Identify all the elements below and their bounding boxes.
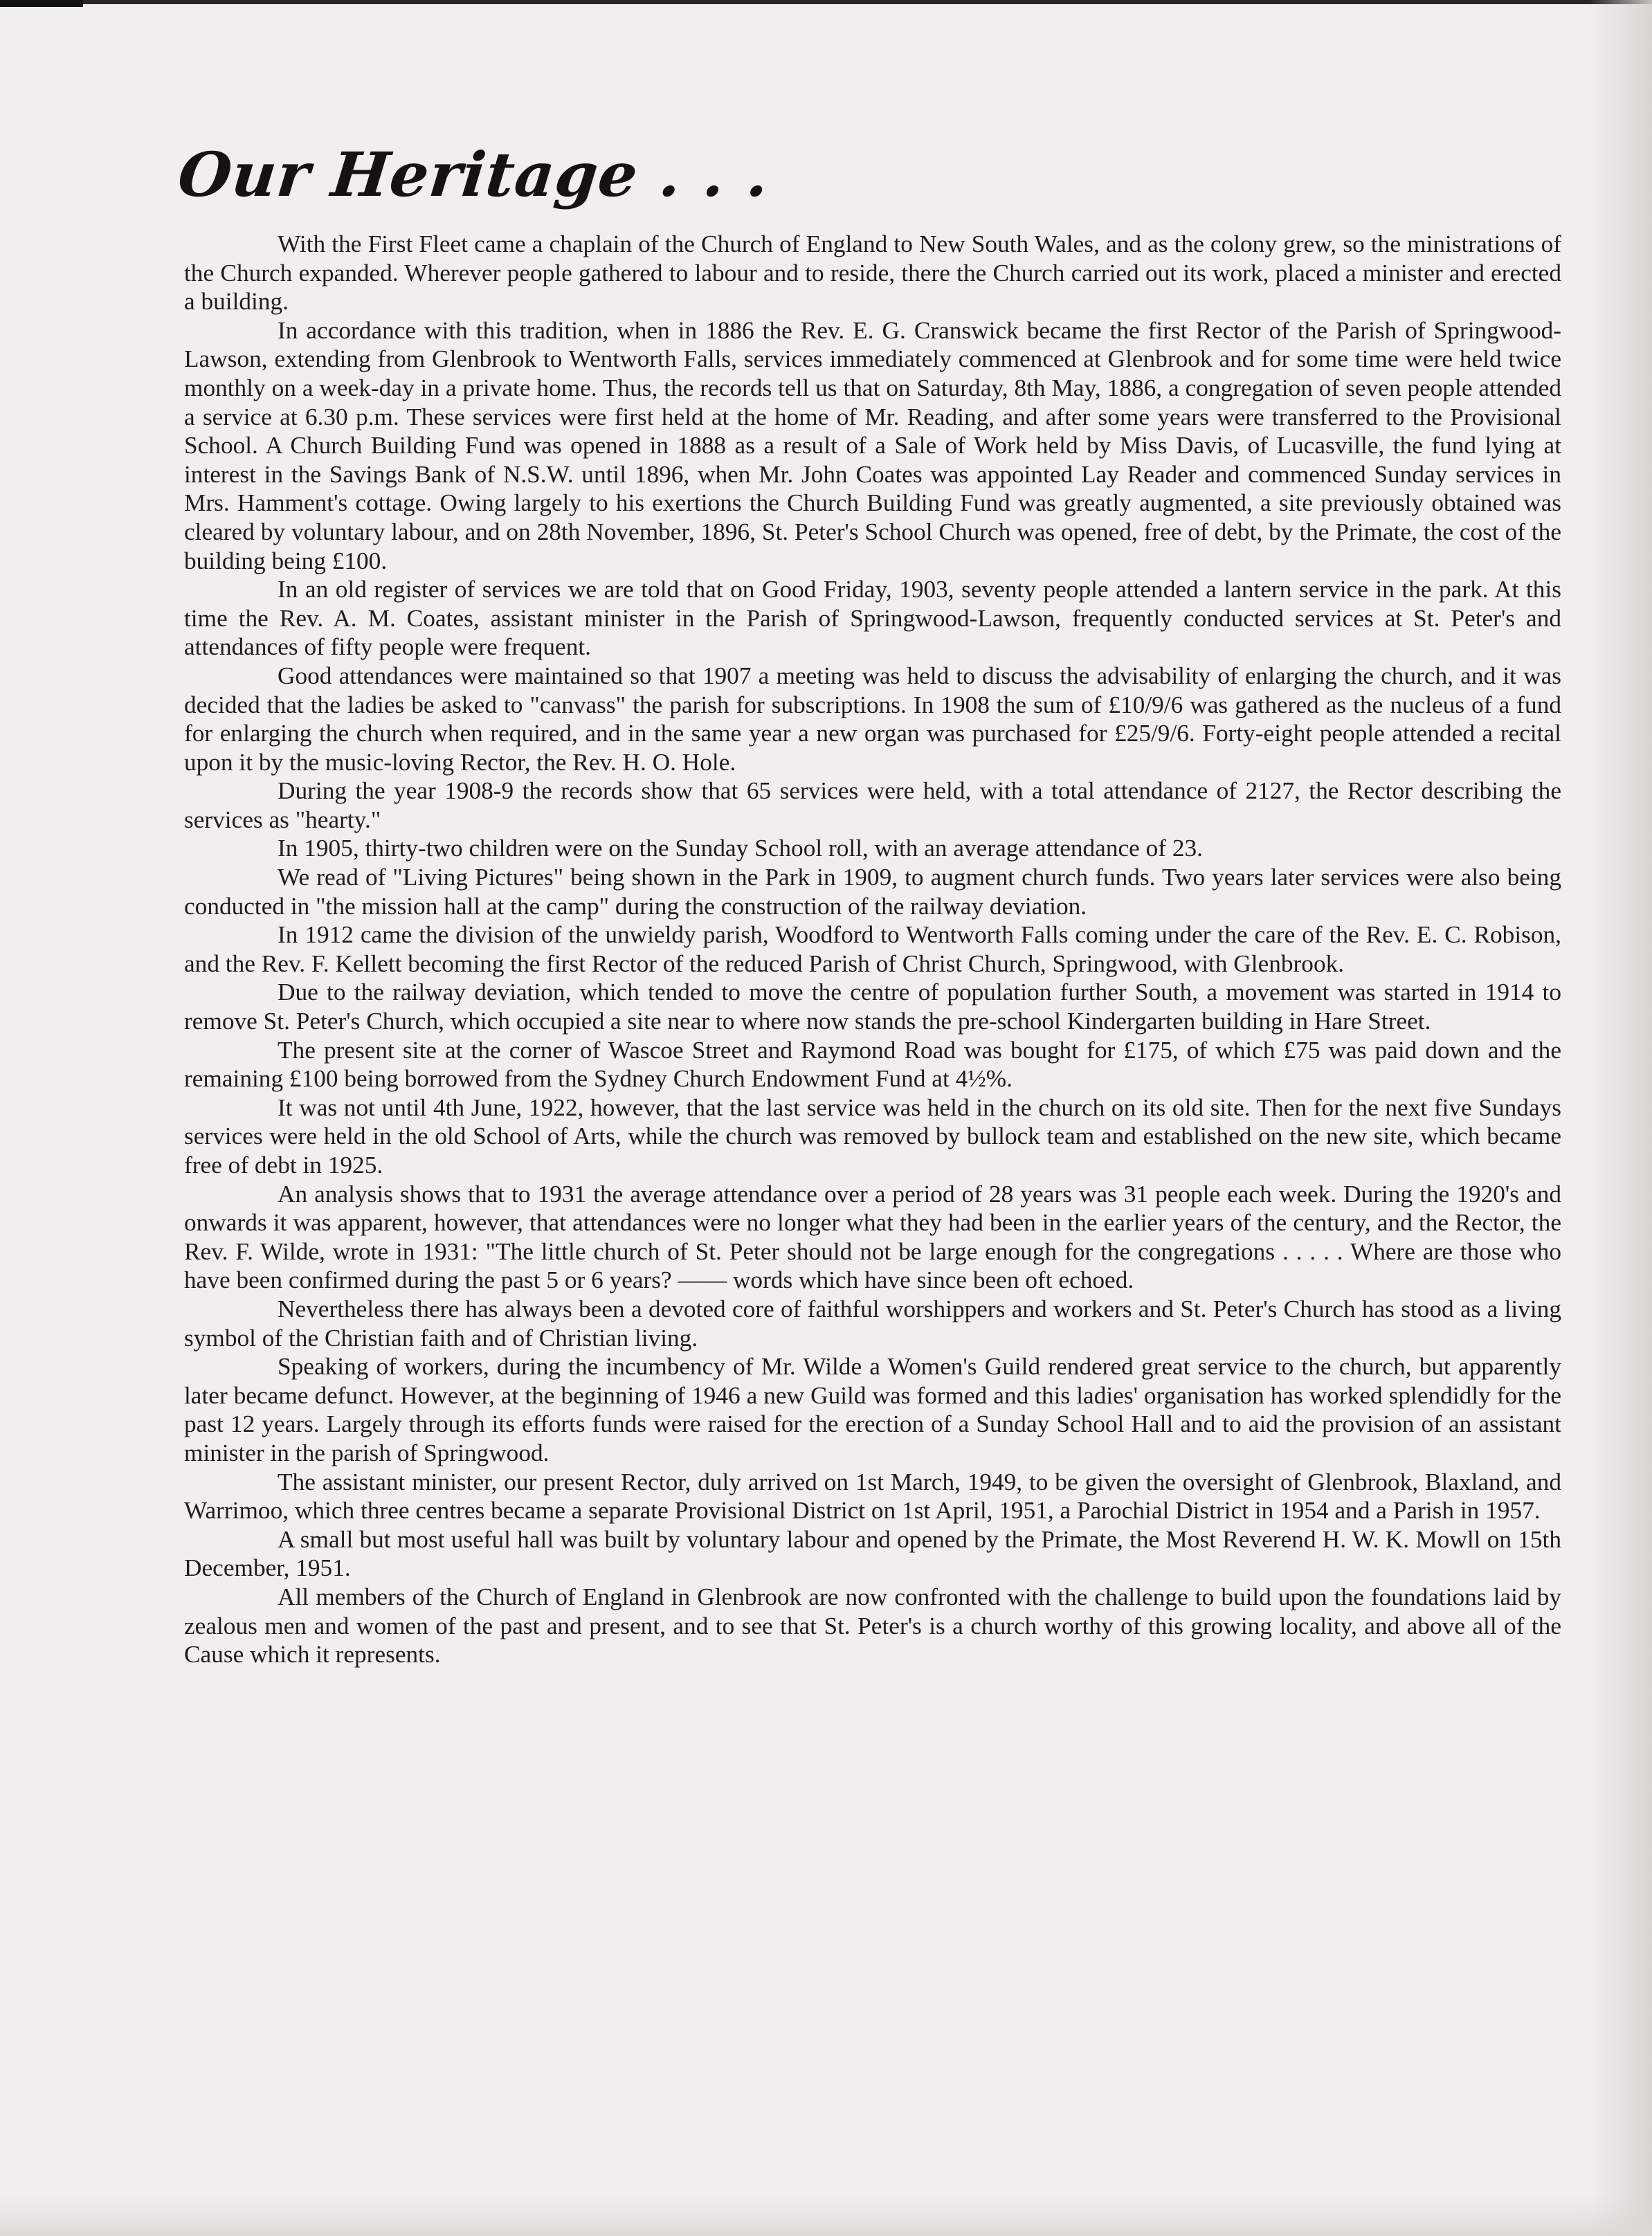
paragraph: All members of the Church of England in Glenbrook are now confronted with the challenge to build upon the foundations laid by zealous men and women of the past and present, and to see that St. Peter's is a church worthy of this growing locality, and above all of the Cause which it represents. <box>184 1583 1561 1669</box>
paragraph: In an old register of services we are told that on Good Friday, 1903, seventy people attended a lantern service in the park. At this time the Rev. A. M. Coates, assistant minister in the Parish of Springwood-Lawson, frequently conducted services at St. Peter's and attendances of fifty people were frequent. <box>184 576 1561 661</box>
paragraph: In 1912 came the division of the unwieldy parish, Woodford to Wentworth Falls coming under the care of the Rev. E. C. Robison, and the Rev. F. Kellett becoming the first Rector of the reduced Parish of Christ Church, Springwood, with Glenbrook. <box>184 921 1561 977</box>
paragraph: The present site at the corner of Wascoe Street and Raymond Road was bought for £175, of which £75 was paid down and the remaining £100 being borrowed from the Sydney Church Endowment Fund at 4½%. <box>184 1036 1561 1093</box>
paragraph: In 1905, thirty-two children were on the Sunday School roll, with an average attendance of 23. <box>278 835 1203 862</box>
page-corner-mark <box>0 0 83 7</box>
paragraph: Nevertheless there has always been a devoted core of faithful worshippers and workers and St. Peter's Church has stood as a living symbol of the Christian faith and of Christian living. <box>184 1295 1561 1352</box>
page-title: Our Heritage . . . <box>174 138 774 210</box>
page-bottom-shadow <box>0 2194 1652 2236</box>
paragraph: It was not until 4th June, 1922, however, that the last service was held in the church on its old site. Then for the next five Sundays services were held in the old School of Arts, while the church was removed by bullock team and established on the new site, which became free of debt in 1925. <box>184 1093 1561 1179</box>
paragraph: An analysis shows that to 1931 the average attendance over a period of 28 years was 31 people each week. During the 1920's and onwards it was apparent, however, that attendances were no longer what they had been in the earlier years of the century, and the Rector, the Rev. F. Wilde, wrote in 1931: "The little church of St. Peter should not be large enough for the congregations . . . . . Where are those who have been confirmed during the past 5 or 6 years? —— words which have since been oft echoed. <box>184 1180 1561 1294</box>
paragraph: With the First Fleet came a chaplain of the Church of England to New South Wales, and as the colony grew, so the ministrations of the Church expanded. Wherever people gathered to labour and to reside, there the Church carried out its work, placed a minister and erected a building. <box>184 230 1561 316</box>
paragraph: During the year 1908-9 the records show that 65 services were held, with a total attendance of 2127, the Rector describing the services as "hearty." <box>184 777 1561 833</box>
paragraph: Speaking of workers, during the incumbency of Mr. Wilde a Women's Guild rendered great service to the church, but apparently later became defunct. However, at the beginning of 1946 a new Guild was formed and this ladies' organisation has worked splendidly for the past 12 years. Largely through its efforts funds were raised for the erection of a Sunday School Hall and to aid the provision of an assistant minister in the parish of Springwood. <box>184 1353 1561 1466</box>
paragraph: We read of "Living Pictures" being shown in the Park in 1909, to augment church funds. Two years later services were also being conducted in "the mission hall at the camp" during the construction of the railway deviation. <box>184 864 1561 920</box>
paragraph: Due to the railway deviation, which tended to move the centre of population further South, a movement was started in 1914 to remove St. Peter's Church, which occupied a site near to where now stands the pre-school Kindergarten building in Hare Street. <box>184 979 1561 1035</box>
paragraph: Good attendances were maintained so that 1907 a meeting was held to discuss the advisability of enlarging the church, and it was decided that the ladies be asked to "canvass" the parish for subscriptions. In 1908 the sum of £10/9/6 was gathered as the nucleus of a fund for enlarging the church when required, and in the same year a new organ was purchased for £25/9/6. Forty-eight people attended a recital upon it by the music-loving Rector, the Rev. H. O. Hole. <box>184 662 1561 776</box>
page-top-edge <box>0 0 1652 4</box>
paragraph: The assistant minister, our present Rector, duly arrived on 1st March, 1949, to be given the oversight of Glenbrook, Blaxland, and Warrimoo, which three centres became a separate Provisional District on 1st April, 1951, a Parochial District in 1954 and a Parish in 1957. <box>184 1468 1561 1525</box>
paragraph: In accordance with this tradition, when in 1886 the Rev. E. G. Cranswick became the first Rector of the Parish of Springwood-Lawson, extending from Glenbrook to Wentworth Falls, services immediately commenced at Glenbrook and for some time were held twice monthly on a week-day in a private home. Thus, the records tell us that on Saturday, 8th May, 1886, a congregation of seven people attended a service at 6.30 p.m. These services were first held at the home of Mr. Reading, and after some years were transferred to the Provisional School. A Church Building Fund was opened in 1888 as a result of a Sale of Work held by Miss Davis, of Lucasville, the fund lying at interest in the Savings Bank of N.S.W. until 1896, when Mr. John Coates was appointed Lay Reader and commenced Sunday services in Mrs. Hamment's cottage. Owing largely to his exertions the Church Building Fund was greatly augmented, a site previously obtained was cleared by voluntary labour, and on 28th November, 1896, St. Peter's School Church was opened, free of debt, by the Primate, the cost of the building being £100. <box>184 316 1561 574</box>
page-right-shadow <box>1590 0 1652 2236</box>
article-body <box>184 230 1561 1669</box>
paragraph: A small but most useful hall was built by voluntary labour and opened by the Primate, the Most Reverend H. W. K. Mowll on 15th December, 1951. <box>184 1525 1561 1582</box>
